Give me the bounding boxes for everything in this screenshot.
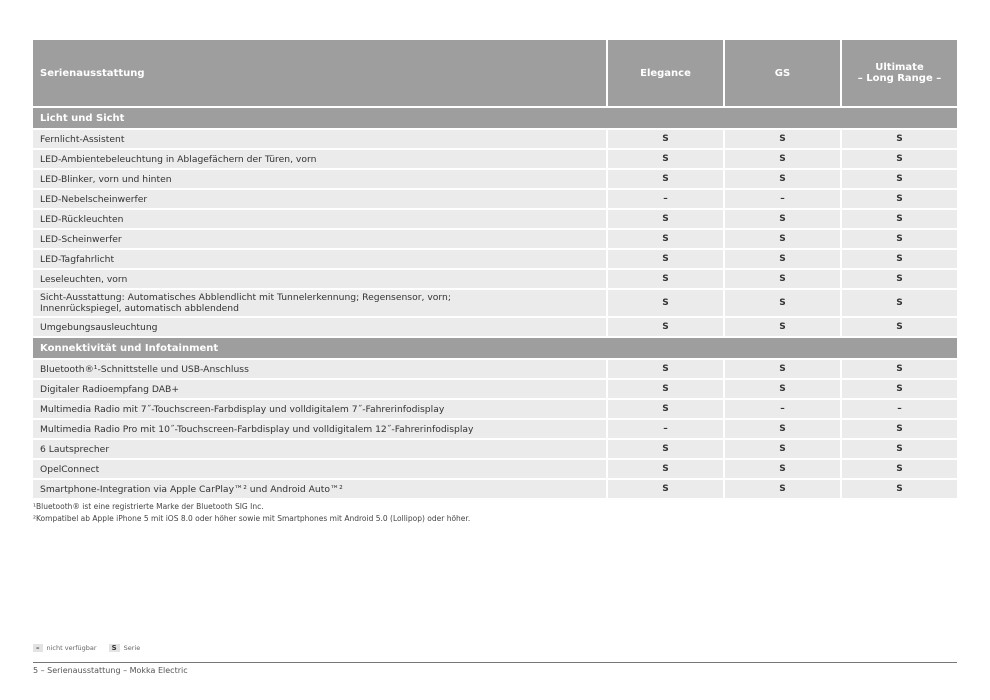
availability-cell: – bbox=[606, 420, 723, 438]
availability-cell: S bbox=[840, 480, 957, 498]
availability-cell: S bbox=[723, 318, 840, 336]
table-row bbox=[33, 318, 957, 336]
table-row bbox=[33, 130, 957, 148]
availability-cell: S bbox=[606, 400, 723, 418]
footer-divider bbox=[33, 662, 957, 663]
availability-cell: S bbox=[606, 290, 723, 316]
availability-cell: S bbox=[606, 380, 723, 398]
header-gs: GS bbox=[723, 40, 840, 106]
availability-cell: S bbox=[723, 480, 840, 498]
legend bbox=[33, 644, 140, 652]
availability-cell: S bbox=[840, 230, 957, 248]
feature-label: LED-Ambientebeleuchtung in Ablagefächern der Türen, vorn bbox=[40, 153, 317, 165]
availability-cell: S bbox=[723, 150, 840, 168]
feature-label: OpelConnect bbox=[40, 463, 100, 475]
availability-cell: S bbox=[606, 440, 723, 458]
availability-cell: – bbox=[723, 400, 840, 418]
table-row bbox=[33, 360, 957, 378]
page-footer: 5 – Serienausstattung – Mokka Electric bbox=[33, 666, 188, 675]
table-body bbox=[33, 108, 957, 498]
feature-label: Bluetooth®¹-Schnittstelle und USB-Anschluss bbox=[40, 363, 249, 375]
availability-cell: S bbox=[606, 170, 723, 188]
feature-label: LED-Scheinwerfer bbox=[40, 233, 122, 245]
table-row bbox=[33, 250, 957, 268]
header-elegance: Elegance bbox=[606, 40, 723, 106]
availability-cell: S bbox=[723, 360, 840, 378]
table-row bbox=[33, 230, 957, 248]
availability-cell: S bbox=[606, 460, 723, 478]
availability-cell: S bbox=[723, 290, 840, 316]
section-header: Licht und Sicht bbox=[33, 108, 957, 128]
availability-cell: S bbox=[606, 318, 723, 336]
availability-cell: S bbox=[606, 230, 723, 248]
availability-cell: S bbox=[840, 380, 957, 398]
feature-label: Fernlicht-Assistent bbox=[40, 133, 125, 145]
feature-label: LED-Rückleuchten bbox=[40, 213, 124, 225]
availability-cell: S bbox=[606, 360, 723, 378]
feature-label: Smartphone-Integration via Apple CarPlay™² und Android Auto™² bbox=[40, 483, 343, 495]
availability-cell: S bbox=[723, 420, 840, 438]
table-row bbox=[33, 190, 957, 208]
availability-cell: S bbox=[723, 210, 840, 228]
feature-label: Multimedia Radio mit 7˝-Touchscreen-Farbdisplay und volldigitalem 7˝-Fahrerinfodisplay bbox=[40, 403, 445, 415]
table-row bbox=[33, 150, 957, 168]
table-row bbox=[33, 440, 957, 458]
availability-cell: S bbox=[723, 230, 840, 248]
header-ultimate: Ultimate – Long Range – bbox=[840, 40, 957, 106]
availability-cell: S bbox=[723, 130, 840, 148]
table-header bbox=[33, 40, 957, 106]
availability-cell: S bbox=[840, 360, 957, 378]
availability-cell: S bbox=[723, 460, 840, 478]
legend-s-label: Serie bbox=[123, 644, 141, 652]
availability-cell: S bbox=[840, 190, 957, 208]
availability-cell: S bbox=[840, 420, 957, 438]
legend-s-symbol: S bbox=[109, 644, 120, 652]
availability-cell: S bbox=[606, 130, 723, 148]
equipment-table bbox=[33, 40, 957, 498]
table-row bbox=[33, 400, 957, 418]
availability-cell: S bbox=[606, 150, 723, 168]
availability-cell: S bbox=[606, 480, 723, 498]
footnote-2: ²Kompatibel ab Apple iPhone 5 mit iOS 8.0 oder höher sowie mit Smartphones mit Android 5.0 (Lollipop) oder höher. bbox=[33, 514, 471, 523]
content bbox=[33, 40, 957, 525]
availability-cell: S bbox=[723, 250, 840, 268]
table-row bbox=[33, 380, 957, 398]
availability-cell: S bbox=[606, 250, 723, 268]
availability-cell: S bbox=[840, 440, 957, 458]
availability-cell: – bbox=[840, 400, 957, 418]
footnotes bbox=[33, 501, 957, 525]
availability-cell: S bbox=[723, 440, 840, 458]
availability-cell: S bbox=[840, 150, 957, 168]
availability-cell: S bbox=[840, 250, 957, 268]
table-row bbox=[33, 290, 957, 316]
availability-cell: S bbox=[840, 210, 957, 228]
feature-label: Umgebungsausleuchtung bbox=[40, 321, 158, 333]
availability-cell: S bbox=[840, 290, 957, 316]
availability-cell: S bbox=[606, 270, 723, 288]
availability-cell: – bbox=[606, 190, 723, 208]
header-title: Serienausstattung bbox=[40, 67, 145, 79]
feature-label: Leseleuchten, vorn bbox=[40, 273, 128, 285]
availability-cell: S bbox=[840, 270, 957, 288]
table-row bbox=[33, 480, 957, 498]
availability-cell: S bbox=[840, 130, 957, 148]
legend-na-label: nicht verfügbar bbox=[46, 644, 97, 652]
table-row bbox=[33, 170, 957, 188]
availability-cell: S bbox=[840, 318, 957, 336]
table-row bbox=[33, 210, 957, 228]
availability-cell: S bbox=[840, 460, 957, 478]
feature-label: Multimedia Radio Pro mit 10˝-Touchscreen-Farbdisplay und volldigitalem 12˝-Fahrerinfodisplay bbox=[40, 423, 474, 435]
table-row bbox=[33, 420, 957, 438]
availability-cell: S bbox=[723, 270, 840, 288]
availability-cell: S bbox=[606, 210, 723, 228]
availability-cell: – bbox=[723, 190, 840, 208]
feature-label: 6 Lautsprecher bbox=[40, 443, 110, 455]
footnote-1: ¹Bluetooth® ist eine registrierte Marke der Bluetooth SIG Inc. bbox=[33, 502, 264, 511]
feature-label: Sicht-Ausstattung: Automatisches Abblendlicht mit Tunnelerkennung; Regensensor, vorn; Innenrückspiegel, automatisch abblendend bbox=[40, 292, 451, 314]
feature-label: LED-Nebelscheinwerfer bbox=[40, 193, 148, 205]
feature-label: LED-Blinker, vorn und hinten bbox=[40, 173, 172, 185]
feature-label: Digitaler Radioempfang DAB+ bbox=[40, 383, 180, 395]
availability-cell: S bbox=[723, 170, 840, 188]
availability-cell: S bbox=[840, 170, 957, 188]
legend-na-symbol: – bbox=[33, 644, 43, 652]
table-row bbox=[33, 270, 957, 288]
feature-label: LED-Tagfahrlicht bbox=[40, 253, 115, 265]
section-header: Konnektivität und Infotainment bbox=[33, 338, 957, 358]
table-row bbox=[33, 460, 957, 478]
availability-cell: S bbox=[723, 380, 840, 398]
